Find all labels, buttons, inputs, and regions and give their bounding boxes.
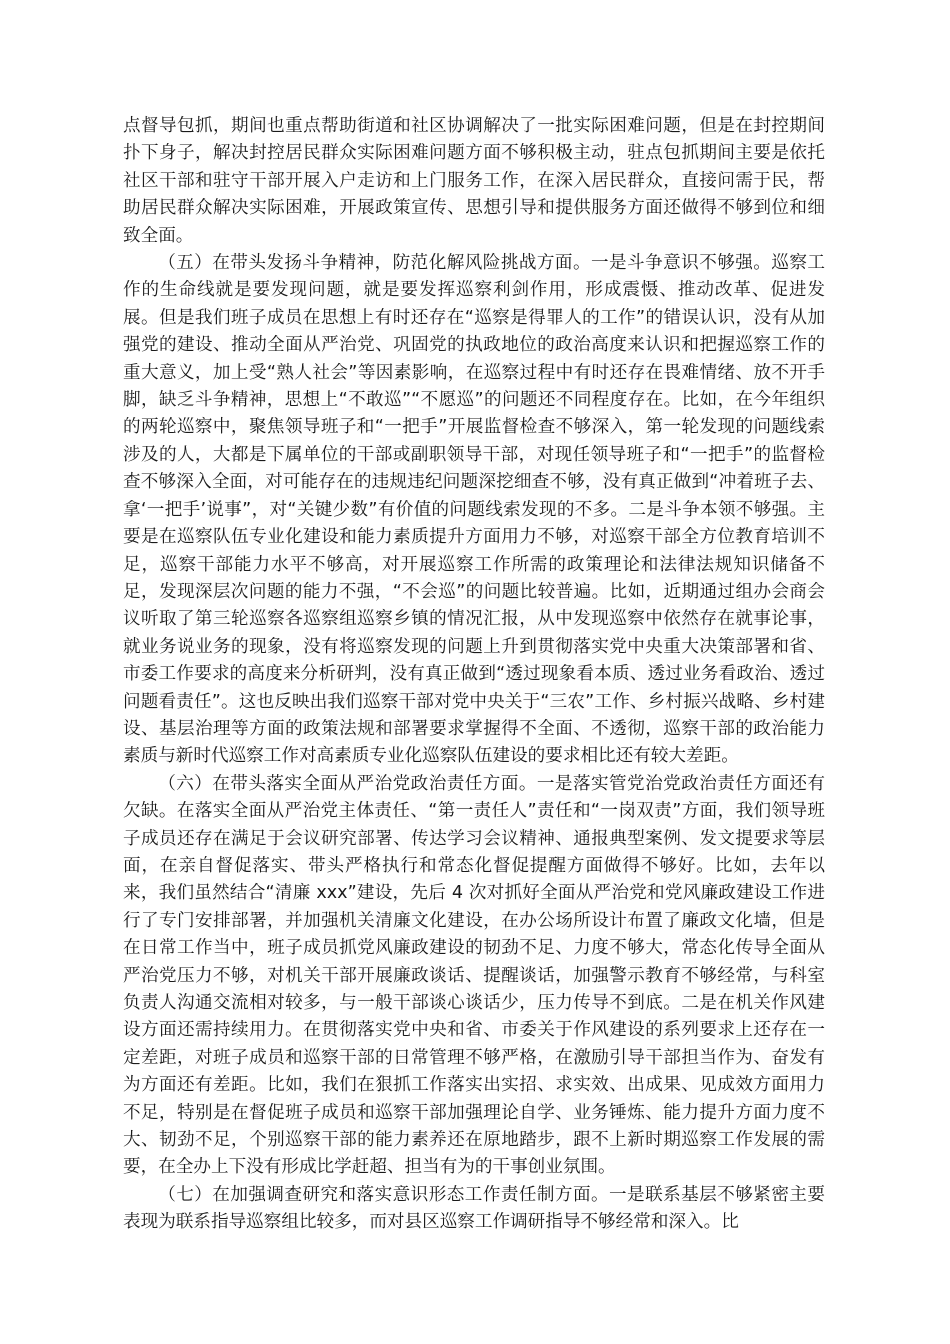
document-body	[123, 113, 825, 1237]
paragraph-section-7: （七）在加强调查研究和落实意识形态工作责任制方面。一是联系基层不够紧密主要表现为联系指导巡察组比较多，而对县区巡察工作调研指导不够经常和深入。比	[123, 1184, 825, 1233]
paragraph-section-6: （六）在带头落实全面从严治党政治责任方面。一是落实管党治党政治责任方面还有欠缺。在落实全面从严治党主体责任、“第一责任人”责任和“一岗双责”方面，我们领导班子成员还存在满足于会议研究部署、传达学习会议精神、通报典型案例、发文提要求等层面，在亲自督促落实、带头严格执行和常态化督促提醒方面做得不够好。比如，去年以来，我们虽然结合“清廉 xxx”建设，先后 4 次对抓好全面从严治党和党风廉政建设工作进行了专门安排部署，并加强机关清廉文化建设，在办公场所设计布置了廉政文化墙，但是在日常工作当中，班子成员抓党风廉政建设的韧劲不足、力度不够大，常态化传导全面从严治党压力不够，对机关干部开展廉政谈话、提醒谈话，加强警示教育不够经常，与科室负责人沟通交流相对较多，与一般干部谈心谈话少，压力传导不到底。二是在机关作风建设方面还需持续用力。在贯彻落实党中央和省、市委关于作风建设的系列要求上还存在一定差距，对班子成员和巡察干部的日常管理不够严格，在激励引导干部担当作为、奋发有为方面还有差距。比如，我们在狠抓工作落实出实招、求实效、出成果、见成效方面用力不足，特别是在督促班子成员和巡察干部加强理论自学、业务锤炼、能力提升方面力度不大、韧劲不足，个别巡察干部的能力素养还在原地踏步，跟不上新时期巡察工作发展的需要，在全办上下没有形成比学赶超、担当有为的干事创业氛围。	[123, 773, 825, 1178]
paragraph-continuation: 点督导包抓，期间也重点帮助街道和社区协调解决了一批实际困难问题，但是在封控期间扑下身子，解决封控居民群众实际困难问题方面不够积极主动，驻点包抓期间主要是依托社区干部和驻守干部开展入户走访和上门服务工作，在深入居民群众，直接问需于民，帮助居民群众解决实际困难，开展政策宣传、思想引导和提供服务方面还做得不够到位和细致全面。	[123, 116, 825, 246]
paragraph-section-5: （五）在带头发扬斗争精神，防范化解风险挑战方面。一是斗争意识不够强。巡察工作的生命线就是要发现问题，就是要发挥巡察利剑作用，形成震慑、推动改革、促进发展。但是我们班子成员在思想上有时还存在“巡察是得罪人的工作”的错误认识，没有从加强党的建设、推动全面从严治党、巩固党的执政地位的政治高度来认识和把握巡察工作的重大意义，加上受“熟人社会”等因素影响，在巡察过程中有时还存在畏难情绪、放不开手脚，缺乏斗争精神，思想上“不敢巡”“不愿巡”的问题还不同程度存在。比如，在今年组织的两轮巡察中，聚焦领导班子和“一把手”开展监督检查不够深入，第一轮发现的问题线索涉及的人，大都是下属单位的干部或副职领导干部，对现任领导班子和“一把手”的监督检查不够深入全面，对可能存在的违规违纪问题深挖细查不够，没有真正做到“冲着班子去、拿‘一把手’说事”，对“关键少数”有价值的问题线索发现的不多。二是斗争本领不够强。主要是在巡察队伍专业化建设和能力素质提升方面用力不够，对巡察干部全方位教育培训不足，巡察干部能力水平不够高，对开展巡察工作所需的政策理论和法律法规知识储备不足，发现深层次问题的能力不强，“不会巡”的问题比较普遍。比如，近期通过组办会商会议听取了第三轮巡察各巡察组巡察乡镇的情况汇报，从中发现巡察中依然存在就事论事，就业务说业务的现象，没有将巡察发现的问题上升到贯彻落实党中央重大决策部署和省、市委工作要求的高度来分析研判，没有真正做到“透过现象看本质、透过业务看政治、透过问题看责任”。这也反映出我们巡察干部对党中央关于“三农”工作、乡村振兴战略、乡村建设、基层治理等方面的政策法规和部署要求掌握得不全面、不透彻，巡察干部的政治能力素质与新时代巡察工作对高素质专业化巡察队伍建设的要求相比还有较大差距。	[123, 253, 825, 767]
